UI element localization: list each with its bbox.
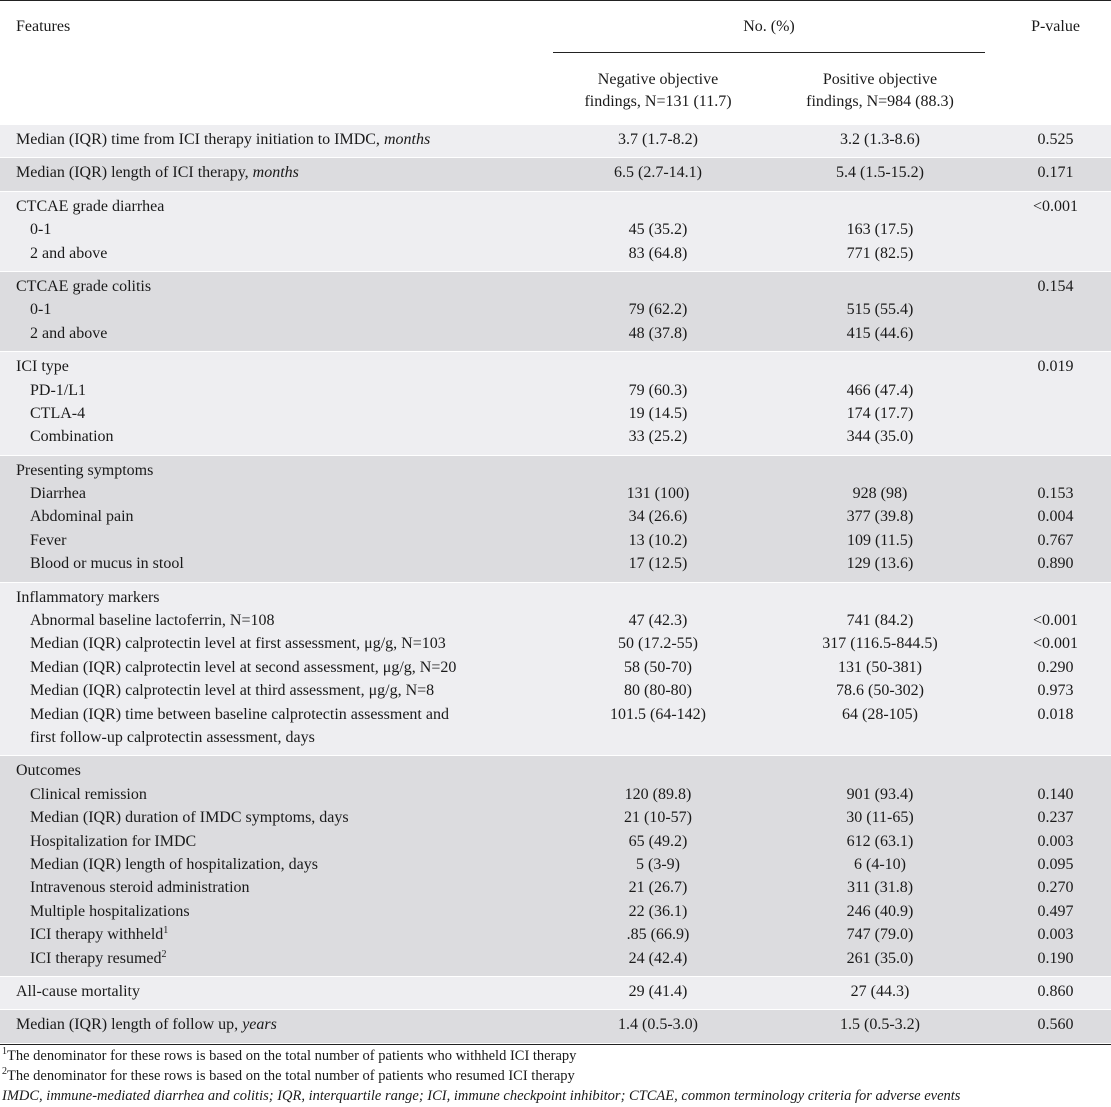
cell-positive: 246 (40.9)	[846, 902, 914, 920]
cell-negative: 58 (50-70)	[624, 658, 692, 676]
table-row	[0, 128, 1111, 151]
row-label-text: Median (IQR) length of ICI therapy,	[16, 164, 253, 182]
row-label	[16, 161, 299, 184]
table-row	[0, 853, 1111, 876]
row-label-text: All-cause mortality	[16, 982, 140, 1000]
row-label-text: Presenting symptoms	[16, 461, 154, 479]
cell-positive: 771 (82.5)	[846, 244, 914, 262]
row-label-text: CTCAE grade diarrhea	[16, 197, 165, 215]
row-label-text: Clinical remission	[30, 785, 147, 803]
cell-positive: 3.2 (1.3-8.6)	[840, 131, 920, 148]
cell-p-value: 0.767	[1037, 531, 1074, 549]
cell-p-value: <0.001	[1032, 635, 1079, 653]
cell-p-value: 0.560	[1037, 1016, 1074, 1034]
cell-positive: 515 (55.4)	[846, 301, 914, 319]
table-row	[0, 529, 1111, 552]
table-body	[0, 125, 1111, 1044]
row-label	[16, 355, 69, 378]
row-label	[30, 425, 114, 448]
cell-p-value: 0.019	[1037, 358, 1074, 376]
row-label	[16, 586, 160, 609]
row-label	[16, 459, 153, 482]
cell-negative: 101.5 (64-142)	[610, 705, 706, 723]
cell-positive: 344 (35.0)	[846, 428, 914, 446]
cell-negative: 6.5 (2.7-14.1)	[614, 164, 702, 182]
cell-negative: 29 (41.4)	[628, 982, 688, 1000]
table-row	[0, 355, 1111, 378]
header-negative-line1: Negative objective	[597, 71, 719, 88]
footnote-abbreviations: IMDC, immune-mediated diarrhea and colitis; IQR, interquartile range; ICI, immune checkpoint inhibitor; CTCAE, common terminology criteria for adverse events	[2, 1088, 961, 1104]
table-row	[0, 783, 1111, 806]
row-label	[30, 505, 134, 528]
cell-negative: 1.4 (0.5-3.0)	[618, 1016, 698, 1034]
row-label	[30, 552, 184, 575]
cell-p-value: 0.497	[1037, 902, 1074, 920]
table-section	[0, 125, 1111, 158]
cell-p-value: 0.018	[1037, 705, 1074, 723]
cell-positive: 163 (17.5)	[846, 221, 914, 239]
table-row	[0, 703, 1111, 726]
row-label-text: 2 and above	[30, 324, 108, 342]
cell-negative: 13 (10.2)	[628, 531, 688, 549]
cell-p-value: 0.003	[1037, 926, 1074, 944]
row-label-unit: months	[383, 131, 431, 148]
cell-negative: 34 (26.6)	[628, 508, 688, 526]
table-row	[0, 425, 1111, 448]
row-label-text: Median (IQR) duration of IMDC symptoms, days	[30, 809, 349, 827]
cell-p-value: 0.003	[1037, 832, 1074, 850]
row-label-text: Intravenous steroid administration	[30, 879, 250, 897]
cell-p-value: 0.270	[1037, 879, 1074, 897]
footnote-2-text: The denominator for these rows is based on the total number of patients who resumed ICI therapy	[7, 1068, 575, 1084]
table-row	[0, 379, 1111, 402]
cell-negative: 120 (89.8)	[624, 785, 692, 803]
row-label	[30, 632, 446, 655]
row-label-text: ICI type	[16, 358, 69, 376]
table-footnotes	[0, 1044, 1111, 1106]
table-header	[0, 0, 1111, 126]
cell-p-value: 0.095	[1037, 855, 1074, 873]
row-label	[30, 783, 147, 806]
row-label	[16, 980, 140, 1003]
cell-positive: 78.6 (50-302)	[836, 682, 924, 700]
cell-positive: 317 (116.5-844.5)	[822, 635, 938, 653]
row-label	[30, 322, 107, 345]
footnote-1	[0, 1046, 1111, 1066]
row-label	[16, 759, 81, 782]
row-label	[30, 298, 51, 321]
cell-negative: 79 (62.2)	[628, 301, 688, 319]
row-label	[30, 853, 318, 876]
footnote-1-text: The denominator for these rows is based on the total number of patients who withheld ICI therapy	[7, 1048, 577, 1064]
table-section	[0, 192, 1111, 272]
cell-p-value: 0.973	[1037, 682, 1074, 700]
row-footnote-mark: 1	[163, 925, 169, 937]
cell-positive: 129 (13.6)	[846, 555, 914, 573]
row-label-text: PD-1/L1	[30, 381, 86, 399]
row-label	[30, 703, 449, 726]
table-row	[0, 923, 1111, 946]
row-label	[30, 218, 51, 241]
row-label-text: ICI therapy resumed	[30, 949, 162, 967]
row-label-text: Median (IQR) length of follow up,	[16, 1016, 243, 1034]
header-negative-column	[553, 69, 763, 113]
table-row	[0, 275, 1111, 298]
row-label	[30, 900, 190, 923]
cell-positive: 377 (39.8)	[846, 508, 914, 526]
cell-negative: 80 (80-80)	[624, 682, 692, 700]
cell-negative: 21 (10-57)	[624, 809, 692, 827]
table-row	[0, 980, 1111, 1003]
table-row	[0, 830, 1111, 853]
cell-positive: 6 (4-10)	[854, 855, 906, 873]
table-row	[0, 876, 1111, 899]
row-label-text: Blood or mucus in stool	[30, 555, 184, 573]
table-row	[0, 806, 1111, 829]
table-row	[0, 656, 1111, 679]
cell-negative: 45 (35.2)	[628, 221, 688, 239]
row-label-unit: years	[242, 1016, 277, 1034]
cell-negative: 83 (64.8)	[628, 244, 688, 262]
row-label-text: Multiple hospitalizations	[30, 902, 190, 920]
header-group-label: No. (%)	[743, 18, 795, 35]
table-row	[0, 759, 1111, 782]
cell-positive: 174 (17.7)	[846, 404, 914, 422]
row-label	[30, 482, 86, 505]
row-label	[30, 806, 349, 829]
header-negative-line2: findings, N=131 (11.7)	[584, 93, 732, 110]
row-label-text: Diarrhea	[30, 485, 86, 503]
row-label	[30, 656, 456, 679]
cell-positive: 30 (11-65)	[846, 809, 914, 827]
cell-positive: 1.5 (0.5-3.2)	[840, 1016, 920, 1034]
cell-p-value: 0.171	[1037, 164, 1074, 182]
header-positive-column	[775, 69, 985, 113]
cell-negative: 17 (12.5)	[628, 555, 688, 573]
row-label-text: Abdominal pain	[30, 508, 134, 526]
cell-p-value: <0.001	[1032, 612, 1079, 630]
table-row	[0, 505, 1111, 528]
header-positive-line2: findings, N=984 (88.3)	[806, 93, 954, 110]
cell-negative: 5 (3-9)	[636, 855, 680, 873]
row-label	[30, 947, 167, 970]
row-footnote-mark: 2	[161, 948, 167, 960]
table-section	[0, 583, 1111, 757]
row-label-text: 2 and above	[30, 244, 108, 262]
row-label-text: ICI therapy withheld	[30, 926, 164, 944]
row-label-text: 0-1	[30, 301, 52, 319]
table-row	[0, 298, 1111, 321]
cell-p-value: 0.190	[1037, 949, 1074, 967]
table-row	[0, 322, 1111, 345]
table-row	[0, 552, 1111, 575]
header-positive-line1: Positive objective	[822, 71, 938, 88]
row-label	[30, 923, 168, 946]
row-label	[30, 679, 434, 702]
cell-negative: 19 (14.5)	[628, 404, 688, 422]
row-label	[30, 876, 250, 899]
row-label-text: Median (IQR) calprotectin level at first assessment, μg/g, N=103	[30, 635, 446, 653]
cell-negative: 50 (17.2-55)	[618, 635, 698, 653]
footnote-2	[0, 1066, 1111, 1086]
table-section	[0, 977, 1111, 1010]
cell-positive: 5.4 (1.5-15.2)	[836, 164, 924, 182]
cell-positive: 901 (93.4)	[846, 785, 914, 803]
header-features: Features	[16, 18, 71, 35]
cell-positive: 747 (79.0)	[846, 926, 914, 944]
row-label-text: Abnormal baseline lactoferrin, N=108	[30, 612, 275, 630]
cell-positive: 64 (28-105)	[842, 705, 918, 723]
cell-negative: 22 (36.1)	[628, 902, 688, 920]
table-section	[0, 456, 1111, 583]
cell-negative: 24 (42.4)	[628, 949, 688, 967]
row-label-text: Inflammatory markers	[16, 588, 160, 606]
row-label	[30, 726, 315, 749]
row-label	[16, 1013, 277, 1036]
cell-p-value: 0.237	[1037, 809, 1074, 827]
cell-positive: 311 (31.8)	[846, 879, 914, 897]
cell-negative: 65 (49.2)	[628, 832, 688, 850]
row-label-unit: months	[252, 164, 299, 182]
table-section	[0, 756, 1111, 977]
table-row	[0, 402, 1111, 425]
cell-p-value: 0.290	[1037, 658, 1074, 676]
cell-p-value: 0.525	[1037, 131, 1074, 148]
table-row	[0, 609, 1111, 632]
row-label-text: Outcomes	[16, 762, 81, 780]
row-label	[30, 609, 275, 632]
table-row	[0, 161, 1111, 184]
row-label-text: 0-1	[30, 221, 52, 239]
table-row	[0, 586, 1111, 609]
table-row	[0, 218, 1111, 241]
cell-p-value: <0.001	[1032, 197, 1079, 215]
row-label-text: Median (IQR) calprotectin level at second assessment, μg/g, N=20	[30, 658, 457, 676]
table-row	[0, 947, 1111, 970]
cell-positive: 928 (98)	[852, 485, 908, 503]
table-row	[0, 632, 1111, 655]
table-row	[0, 1013, 1111, 1036]
row-label	[16, 275, 151, 298]
row-label	[30, 402, 85, 425]
cell-negative: .85 (66.9)	[626, 926, 690, 944]
row-label	[30, 529, 66, 552]
cell-positive: 131 (50-381)	[838, 658, 922, 676]
row-label-text: Fever	[30, 531, 67, 549]
row-label-text: Median (IQR) time between baseline calprotectin assessment and	[30, 705, 449, 723]
cell-negative: 47 (42.3)	[628, 612, 688, 630]
cell-negative: 21 (26.7)	[628, 879, 688, 897]
cell-p-value: 0.860	[1037, 982, 1074, 1000]
cell-negative: 3.7 (1.7-8.2)	[618, 131, 698, 148]
table-row	[0, 459, 1111, 482]
cell-positive: 415 (44.6)	[846, 324, 914, 342]
table-section	[0, 352, 1111, 456]
footnote-1-mark: 1	[2, 1046, 7, 1057]
table-row	[0, 900, 1111, 923]
row-label	[16, 195, 164, 218]
cell-negative: 131 (100)	[626, 485, 690, 503]
table-row	[0, 195, 1111, 218]
header-p-value: P-value	[1031, 18, 1080, 35]
cell-p-value: 0.890	[1037, 555, 1074, 573]
row-label-text: Hospitalization for IMDC	[30, 832, 197, 850]
table-row	[0, 242, 1111, 265]
table-row	[0, 726, 1111, 749]
cell-p-value: 0.140	[1037, 785, 1074, 803]
row-label	[30, 830, 196, 853]
row-label	[16, 128, 430, 151]
table-section	[0, 158, 1111, 191]
cell-negative: 33 (25.2)	[628, 428, 688, 446]
row-label-text: Median (IQR) time from ICI therapy initiation to IMDC,	[16, 131, 384, 148]
cell-positive: 27 (44.3)	[850, 982, 910, 1000]
table-row	[0, 482, 1111, 505]
row-label-text: CTLA-4	[30, 404, 86, 422]
cell-positive: 109 (11.5)	[846, 531, 914, 549]
row-label	[30, 379, 86, 402]
table-section	[0, 272, 1111, 352]
cell-negative: 79 (60.3)	[628, 381, 688, 399]
row-label-text: CTCAE grade colitis	[16, 277, 152, 295]
header-group-rule	[553, 52, 985, 53]
cell-positive: 466 (47.4)	[846, 381, 914, 399]
table-row	[0, 679, 1111, 702]
cell-negative: 48 (37.8)	[628, 324, 688, 342]
table-section	[0, 1010, 1111, 1043]
cell-positive: 741 (84.2)	[846, 612, 914, 630]
row-label-text: Median (IQR) length of hospitalization, days	[30, 855, 318, 873]
row-label-text: Combination	[30, 428, 114, 446]
row-label	[30, 242, 107, 265]
row-label-text: first follow-up calprotectin assessment, days	[30, 728, 315, 746]
cell-positive: 261 (35.0)	[846, 949, 914, 967]
footnote-2-mark: 2	[2, 1066, 7, 1077]
cell-positive: 612 (63.1)	[846, 832, 914, 850]
cell-p-value: 0.004	[1037, 508, 1074, 526]
cell-p-value: 0.154	[1037, 277, 1074, 295]
row-label-text: Median (IQR) calprotectin level at third assessment, μg/g, N=8	[30, 682, 435, 700]
cell-p-value: 0.153	[1037, 485, 1074, 503]
